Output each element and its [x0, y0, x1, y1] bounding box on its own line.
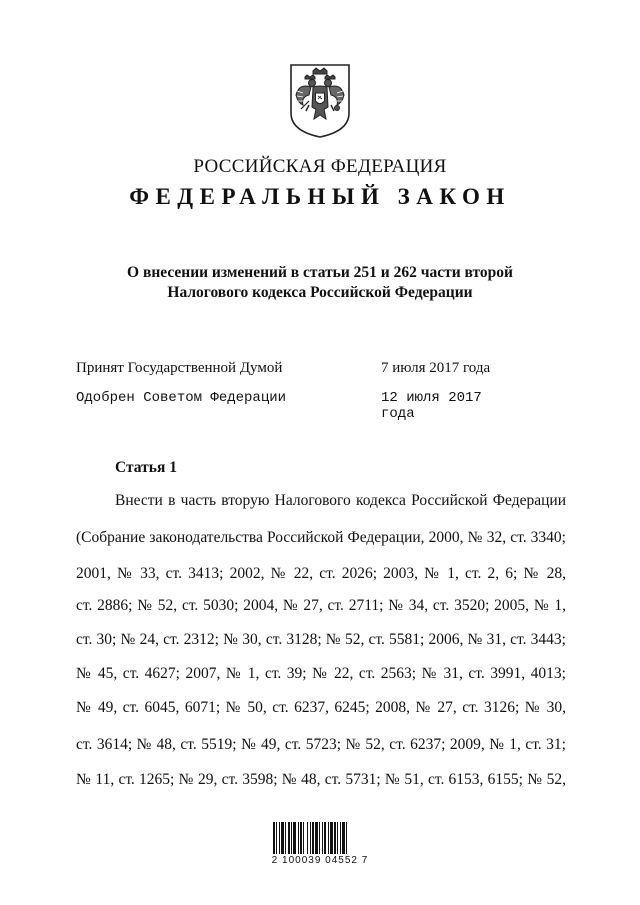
article-text-line: № 45, ст. 4627; 2007, № 1, ст. 39; № 22, ст. 2563; № 31, ст. 3991, 4013;: [76, 665, 566, 682]
barcode-number: 2 100039 04552 7: [271, 855, 369, 866]
law-subject-line: Налогового кодекса Российской Федерации: [167, 284, 473, 301]
council-approval-date: 12 июля 2017 года: [381, 390, 482, 422]
council-approval-label: Одобрен Советом Федерации: [76, 390, 287, 406]
document-type-title: ФЕДЕРАЛЬНЫЙ ЗАКОН: [129, 184, 511, 209]
law-subject-line: О внесении изменений в статьи 251 и 262 части второй: [127, 264, 513, 281]
article-text-line: № 11, ст. 1265; № 29, ст. 3598; № 48, ст. 5731; № 51, ст. 6153, 6155; № 52,: [76, 771, 566, 788]
law-subject: [0, 263, 640, 303]
article-text-line: № 49, ст. 6045, 6071; № 50, ст. 6237, 6245; 2008, № 27, ст. 3126; № 30,: [76, 699, 566, 716]
duma-adoption-date: 7 июля 2017 года: [381, 360, 491, 376]
article-text-line: (Собрание законодательства Российской Федерации, 2000, № 32, ст. 3340;: [76, 529, 566, 546]
country-name: РОССИЙСКАЯ ФЕДЕРАЦИЯ: [193, 156, 447, 177]
article-text-line: Внести в часть вторую Налогового кодекса Российской Федерации: [115, 492, 566, 509]
duma-adoption-label: Принят Государственной Думой: [76, 360, 283, 376]
coat-of-arms-emblem: [287, 61, 353, 139]
article-text-line: ст. 30; № 24, ст. 2312; № 30, ст. 3128; № 52, ст. 5581; 2006, № 31, ст. 3443;: [76, 631, 566, 648]
article-text-line: ст. 2886; № 52, ст. 5030; 2004, № 27, ст. 2711; № 34, ст. 3520; 2005, № 1,: [76, 597, 566, 614]
article-text-line: ст. 3614; № 48, ст. 5519; № 49, ст. 5723; № 52, ст. 6237; 2009, № 1, ст. 31;: [76, 736, 566, 753]
barcode: [272, 818, 378, 854]
article-text-line: 2001, № 33, ст. 3413; 2002, № 22, ст. 2026; 2003, № 1, ст. 2, 6; № 28,: [76, 565, 566, 582]
article-heading: Статья 1: [115, 459, 177, 476]
